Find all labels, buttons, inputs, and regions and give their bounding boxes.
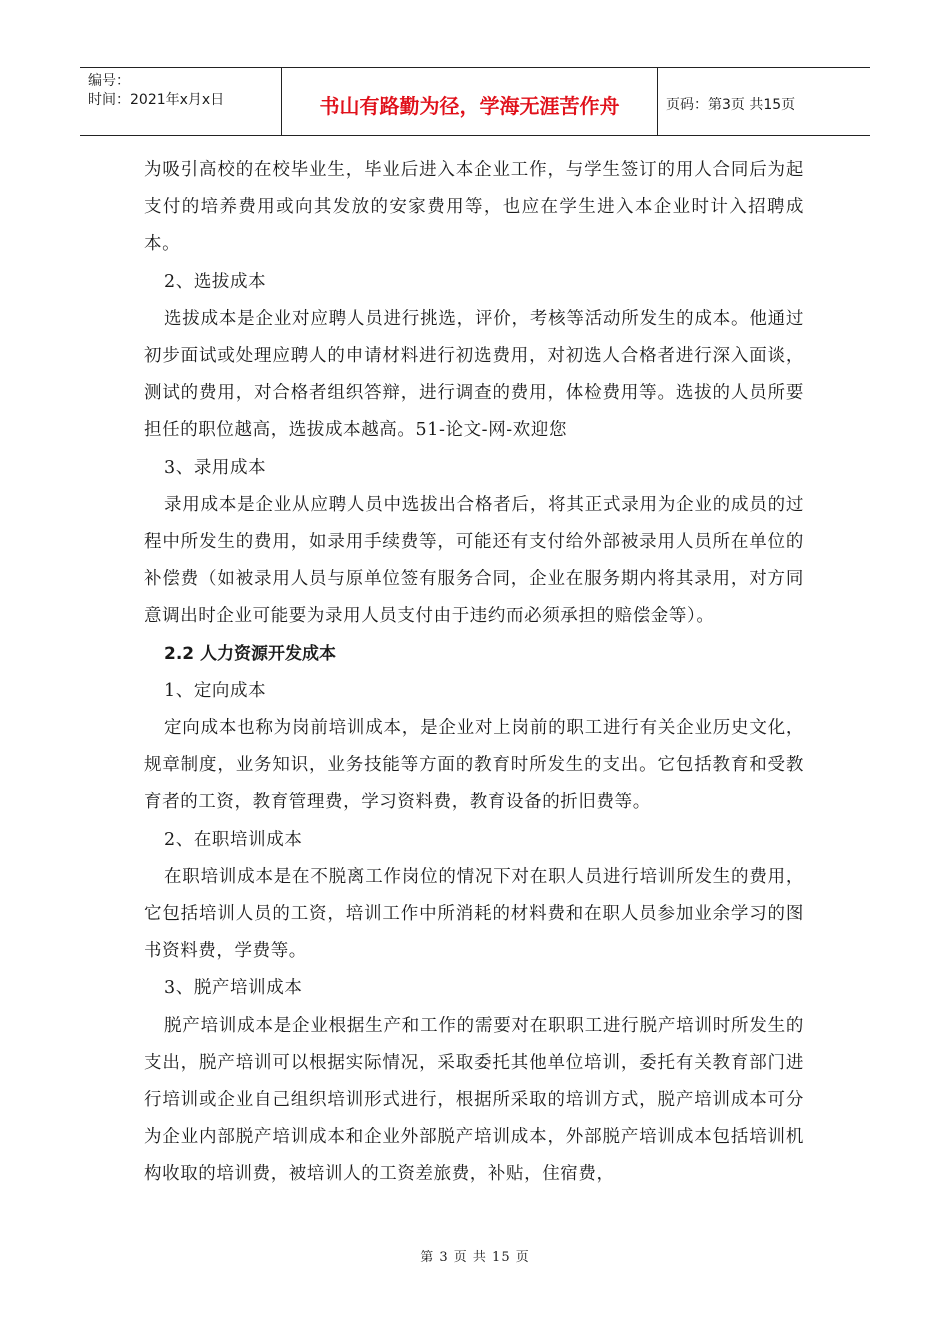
document-body	[144, 152, 804, 1194]
paragraph-selection-cost: 选拔成本是企业对应聘人员进行挑选，评价，考核等活动所发生的成本。他通过初步面试或处理应聘人的申请材料进行初选费用，对初选人合格者进行深入面谈，测试的费用，对合格者组织答辩，进行调查的费用，体检费用等。选拔的人员所要担任的职位越高，选拔成本越高。51-论文-网-欢迎您	[144, 308, 804, 441]
motto-text: 书山有路勤为径，学海无涯苦作舟	[319, 94, 620, 118]
paragraph-onjob-training-cost: 在职培训成本是在不脱离工作岗位的情况下对在职人员进行培训所发生的费用，它包括培训人员的工资，培训工作中所消耗的材料费和在职人员参加业余学习的图书资料费，学费等。	[144, 866, 804, 962]
header-meta-cell	[80, 68, 282, 135]
paragraph-offjob-training-cost: 脱产培训成本是企业根据生产和工作的需要对在职职工进行脱产培训时所发生的支出，脱产培训可以根据实际情况，采取委托其他单位培训，委托有关教育部门进行培训或企业自己组织培训形式进行，根据所采取的培训方式，脱产培训成本可分为企业内部脱产培训成本和企业外部脱产培训成本，外部脱产培训成本包括培训机构收取的培训费，被培训人的工资差旅费，补贴，住宿费，	[144, 1015, 804, 1185]
date-label: 时间：2021年x月x日	[88, 92, 225, 108]
subheading-onjob-training-cost: 2、在职培训成本	[164, 829, 303, 850]
serial-label: 编号：	[88, 73, 130, 89]
page-footer: 第 3 页 共 15 页	[420, 1250, 530, 1265]
section-title-development-cost: 2.2 人力资源开发成本	[164, 643, 337, 664]
subheading-offjob-training-cost: 3、脱产培训成本	[164, 978, 303, 999]
paragraph-orientation-cost: 定向成本也称为岗前培训成本，是企业对上岗前的职工进行有关企业历史文化，规章制度，业务知识，业务技能等方面的教育时所发生的支出。它包括教育和受教育者的工资，教育管理费，学习资料费，教育设备的折旧费等。	[144, 718, 804, 813]
subheading-selection-cost: 2、选拔成本	[164, 271, 267, 292]
paragraph-hiring-cost: 录用成本是企业从应聘人员中选拔出合格者后，将其正式录用为企业的成员的过程中所发生的费用，如录用手续费等，可能还有支付给外部被录用人员所在单位的补偿费（如被录用人员与原单位签有服务合同，企业在服务期内将其录用，对方同意调出时企业可能要为录用人员支付由于违约而必须承担的赔偿金等）。	[144, 494, 804, 627]
paragraph-recruitment-continued: 为吸引高校的在校毕业生，毕业后进入本企业工作，与学生签订的用人合同后为起支付的培养费用或向其发放的安家费用等，也应在学生进入本企业时计入招聘成本。	[144, 160, 804, 255]
header-page-cell	[658, 68, 870, 135]
page-info: 页码：第3页 共15页	[666, 96, 796, 113]
header-motto-cell	[282, 68, 658, 135]
document-header	[80, 67, 870, 136]
subheading-orientation-cost: 1、定向成本	[164, 680, 267, 701]
subheading-hiring-cost: 3、录用成本	[164, 457, 267, 478]
